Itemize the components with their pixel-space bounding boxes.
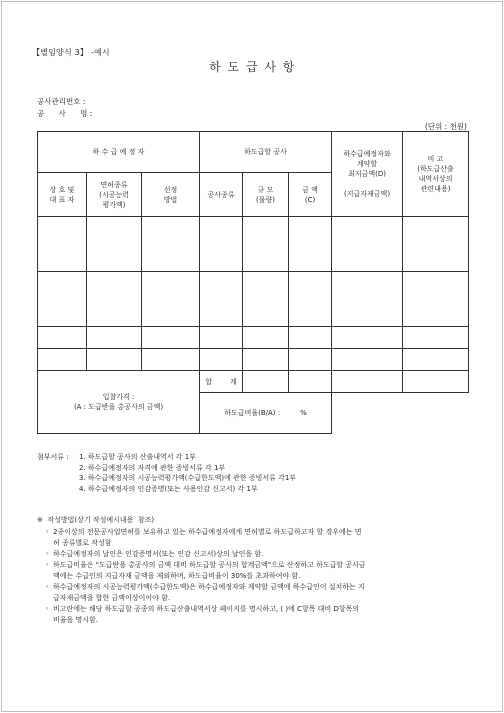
table-cell[interactable] xyxy=(332,349,403,371)
attachment-item: 4. 하수급예정자의 인감증명(또는 사용인감 신고서) 각 1부 xyxy=(79,484,258,493)
table-row xyxy=(38,272,469,327)
unit-label: (단위 : 천원) xyxy=(424,122,467,131)
total-scale-cell[interactable] xyxy=(243,371,289,393)
table-cell[interactable] xyxy=(200,217,243,272)
remarks-header: 비 고 (하도급산출 내역서상의 관련내용) xyxy=(403,132,469,217)
ratio-cell: 하도급비율(B/A) : % xyxy=(200,393,332,434)
table-cell[interactable] xyxy=(332,217,403,272)
method-item-text: 2종이상의 전문공사업면허를 보유하고 있는 하수급예정자에게 면허별로 하도급하고자 할 경우에는 면 허 종류별로 작성함 xyxy=(53,528,362,547)
bullet-icon: ◦ xyxy=(45,605,50,613)
bullet-icon: ◦ xyxy=(45,528,50,536)
attachment-item: 2. 하수급예정자의 자격에 관한 증빙서류 각 1부 xyxy=(79,463,226,472)
construction-no-label: 공사관리번호 : xyxy=(37,97,86,106)
amount-header: 금 액 (C) xyxy=(289,173,332,217)
selection-header: 선정 방법 xyxy=(142,173,200,217)
method-item-text: 하수급예정자의 날인은 인감증명서(또는 인감 신고서)상의 날인을 함. xyxy=(53,550,264,558)
table-cell[interactable] xyxy=(289,272,332,327)
table-cell[interactable] xyxy=(38,327,87,349)
attachments-header: 첨부서류 : xyxy=(37,453,69,461)
table-cell[interactable] xyxy=(87,217,142,272)
table-cell[interactable] xyxy=(403,349,469,371)
bullet-icon: ◦ xyxy=(45,583,50,591)
table-cell[interactable] xyxy=(403,217,469,272)
method-item-text: 하도급비율은 "도급받을 총공사의 금액 대비 하도급할 공사의 합계금액"으로 산정하고 하도급할 공사금 액에는 수급인의 지급자재 금액을 제외하며, 하도급비율이 30%를 초과하여야 함. xyxy=(53,561,366,580)
form-number: 【별임양식 3】 -예시 xyxy=(32,48,110,57)
min-amount-header: 하수급예정자와 계약할 최저금액(D) (지급자재금액) xyxy=(332,132,403,217)
group-work-header: 하도급할 공사 xyxy=(200,132,332,173)
table-cell[interactable] xyxy=(142,327,200,349)
method-title: ※ 작성방법(상기 작성예시내용 참조) xyxy=(37,516,155,524)
table-cell[interactable] xyxy=(243,327,289,349)
bullet-icon: ◦ xyxy=(45,561,50,569)
attachment-item: 1. 하도급할 공사의 산출내역서 각 1부 xyxy=(79,453,196,461)
subcontract-table xyxy=(37,131,469,434)
attachments xyxy=(37,452,296,494)
total-amount-cell[interactable] xyxy=(289,371,332,393)
table-cell[interactable] xyxy=(289,327,332,349)
table-cell[interactable] xyxy=(243,349,289,371)
company-header: 상 호 및 대 표 자 xyxy=(38,173,87,217)
table-cell[interactable] xyxy=(289,349,332,371)
table-cell[interactable] xyxy=(200,327,243,349)
license-header: 면허종류 (시공능력 평가액) xyxy=(87,173,142,217)
scale-header: 규 모 (물량) xyxy=(243,173,289,217)
table-cell[interactable] xyxy=(243,217,289,272)
table-cell[interactable] xyxy=(142,217,200,272)
table-cell[interactable] xyxy=(142,272,200,327)
table-cell[interactable] xyxy=(38,217,87,272)
table-row xyxy=(38,349,469,371)
method-item xyxy=(37,560,469,582)
total-label: 합 계 xyxy=(200,371,243,393)
table-cell[interactable] xyxy=(87,349,142,371)
table-cell[interactable] xyxy=(243,272,289,327)
table-cell[interactable] xyxy=(200,272,243,327)
method-item xyxy=(37,582,469,604)
table-cell[interactable] xyxy=(403,272,469,327)
table-cell[interactable] xyxy=(87,327,142,349)
method-item xyxy=(37,549,469,560)
work-type-header: 공사종류 xyxy=(200,173,243,217)
group-subcontractor-header: 하 수 급 예 정 자 xyxy=(38,132,200,173)
table-row xyxy=(38,327,469,349)
table-cell[interactable] xyxy=(403,327,469,349)
table-cell[interactable] xyxy=(332,272,403,327)
construction-name-label: 공 사 명 : xyxy=(37,109,93,118)
method-item xyxy=(37,604,469,626)
table-cell[interactable] xyxy=(332,327,403,349)
table-cell[interactable] xyxy=(200,349,243,371)
table-cell[interactable] xyxy=(289,217,332,272)
method-item-text: 비고란에는 해당 하도급할 공종의 하도급산출내역서상 페이지를 명시하고, ( )에 C항목 대비 D항목의 비율을 명시함. xyxy=(53,605,360,624)
writing-method xyxy=(37,515,469,626)
table-row xyxy=(38,217,469,272)
table-cell[interactable] xyxy=(38,272,87,327)
bid-price-cell: 입찰가격 : (A : 도급받을 총공사의 금액) xyxy=(38,371,200,434)
attachment-item: 3. 하수급예정자의 시공능력평가액(수급한도액)에 관한 증빙서류 각1부 xyxy=(79,474,297,482)
table-cell[interactable] xyxy=(142,349,200,371)
total-remarks-cell[interactable] xyxy=(403,371,469,393)
total-min-amount-cell[interactable] xyxy=(332,371,403,393)
table-cell[interactable] xyxy=(87,272,142,327)
method-item xyxy=(37,527,469,549)
page-title: 하 도 급 사 항 xyxy=(209,60,295,74)
bullet-icon: ◦ xyxy=(45,550,50,558)
method-item-text: 하수급예정자의 시공능력평가액(수급한도액)은 하수급예정자와 계약할 금액에 하수급인이 설치하는 지 급자재금액을 합한 금액이상이어야 함. xyxy=(53,583,365,602)
table-cell[interactable] xyxy=(38,349,87,371)
ratio-blank-cell xyxy=(332,393,469,434)
